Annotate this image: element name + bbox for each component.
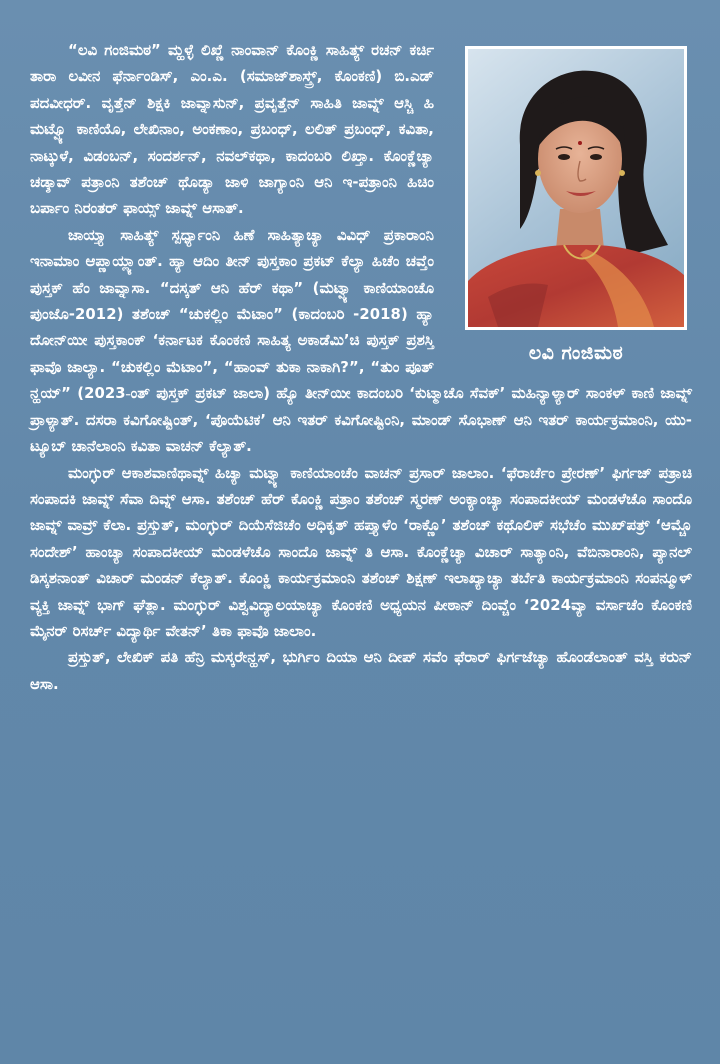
bio-paragraph-intro: “ಲವಿ ಗಂಜಿಮಠ” ಮ್ಹಳ್ಳೆ ಲಿಖ್ಣೆ ನಾಂವಾನ್ ಕೊಂಕ್ಣಿ ಸಾಹಿತ್ಯ್ ರಚನ್ ಕರ್ಚಿ ತಾರಾ ಲವೀನ ಫೆರ್ನಾಂಡಿಸ್, ಎಂ.ಎ. (ಸಮಾಜ್‌ಶಾಸ್ತ್ರ್, ಕೊಂಕಣಿ) ಬಿ.ಎಡ್ ಪದವೀಧರ್. ವೃತ್ತೆನ್ ಶಿಕ್ಷಕಿ ಜಾವ್ನಾಸುನ್, ಪ್ರವೃತ್ತೆನ್ ಸಾಹಿತಿ ಜಾವ್ನ್ ಆಸ್ಚಿ ಹಿ ಮಟ್ವ್ಯೊ ಕಾಣಿಯೊ, ಲೇಖಿನಾಂ, ಅಂಕಣಾಂ, ಪ್ರಬಂಧ್, ಲಲಿತ್ ಪ್ರಬಂಧ್, ಕವಿತಾ, ನಾಟ್ಕುಳೆ, ವಿಡಂಬನ್, ಸಂದರ್ಶನ್, ನವಲ್‌ಕಥಾ, ಕಾದಂಬರಿ ಲಿಖ್ತಾ. ಕೊಂಕ್ಣೆಚ್ಯಾ ಚಡ್ಶಾವ್ ಪತ್ರಾಂನಿ ತಶೆಂಚ್ ಥೊಡ್ಯಾ ಜಾಳಿ ಜಾಗ್ಯಾಂನಿ ಆನಿ ಇ-ಪತ್ರಾಂನಿ ಹಿಚಿಂ ಬರ್ಪಾಂ ನಿರಂತರ್ ಫಾಯ್ಸ್ ಜಾವ್ನ್ ಆಸಾತ್. (30, 42, 434, 218)
author-name-caption: ಲವಿ ಗಂಜಿಮಠ (528, 342, 624, 364)
author-biography (30, 38, 692, 698)
bio-paragraph-editorial: ಮಂಗ್ಳುರ್ ಆಕಾಶವಾಣಿಥಾವ್ನ್ ಹಿಚ್ಯಾ ಮಟ್ವ್ಯಾ ಕಾಣಿಯಾಂಚೆಂ ವಾಚನ್ ಪ್ರಸಾರ್ ಜಾಲಾಂ. ‘ಫೆರಾರ್ಚೆಂ ಪ್ರೇರಣ್’ ಫಿರ್ಗಜ್ ಪತ್ರಾಚಿ ಸಂಪಾದಕಿ ಜಾವ್ನ್ ಸೆವಾ ದಿವ್ನ್ ಆಸಾ. ತಶೆಂಚ್ ಹೆರ್ ಕೊಂಕ್ಣಿ ಪತ್ರಾಂ ತಶೆಂಚ್ ಸ್ಮರಣ್ ಅಂಕ್ಯಾಂಚ್ಯಾ ಸಂಪಾದಕೀಯ್ ಮಂಡಳೆಚೊ ಸಾಂದೊ ಜಾವ್ನ್ ವಾವ್ರ್ ಕೆಲಾ. ಪ್ರಸ್ತುತ್, ಮಂಗ್ಳುರ್ ದಿಯೆಸೆಜಿಚೆಂ ಅಧಿಕೃತ್ ಹಪ್ತ್ಯಾಳೆಂ ‘ರಾಕ್ಣೊ’ ತಶೆಂಚ್ ಕಥೊಲಿಕ್ ಸಭೆಚೆಂ ಮುಖ್‌ಪತ್ರ್ ‘ಆಮ್ಚೊ ಸಂದೇಶ್’ ಹಾಂಚ್ಯಾ ಸಂಪಾದಕೀಯ್ ಮಂಡಳೆಚೊ ಸಾಂದೊ ಜಾವ್ನ್ ತಿ ಆಸಾ. ಕೊಂಕ್ಣೆಚ್ಯಾ ವಿಚಾರ್ ಸಾತ್ಯಾಂನಿ, ವೆಬಿನಾರಾಂನಿ, ಪ್ಯಾನಲ್ ಡಿಸ್ಕಶನಾಂತ್ ವಿಚಾರ್ ಮಂಡನ್ ಕೆಲ್ಯಾತ್. ಕೊಂಕ್ಣಿ ಕಾರ್ಯಕ್ರಮಾಂನಿ ತಶೆಂಚ್ ಶಿಕ್ಷಣ್ ಇಲಾಖ್ಯಾಚ್ಯಾ ತರ್ಬೆತಿ ಕಾರ್ಯಕ್ರಮಾಂನಿ ಸಂಪನ್ಮೂಳ್ ವ್ಯಕ್ತಿ ಜಾವ್ನ್ ಭಾಗ್ ಘೆತ್ಲಾ. ಮಂಗ್ಳುರ್ ವಿಶ್ವವಿದ್ಯಾಲಯಾಚ್ಯಾ ಕೊಂಕಣಿ ಅಧ್ಯಯನ ಪೀಠಾನ್ ದಿಂವ್ಚೆಂ ‘2024ವ್ಯಾ ವರ್ಸಾಚೆಂ ಕೊಂಕಣಿ ಮೈನರ್ ರಿಸರ್ಚ್ ವಿದ್ಯಾರ್ಥಿ ವೇತನ್’ ತಿಕಾ ಫಾವೊ ಜಾಲಾಂ. (30, 464, 692, 640)
author-photo (465, 46, 687, 330)
bio-paragraph-awards: ಜಾಯ್ತ್ಯಾ ಸಾಹಿತ್ಯ್ ಸ್ಪರ್ಧ್ಯಾಂನಿ ಹಿಣೆ ಸಾಹಿತ್ಯಾಚ್ಯಾ ವಿವಿಧ್ ಪ್ರಕಾರಾಂನಿ ಇನಾಮಾಂ ಆಪ್ಣಾಯ್ಲ್ಯಾಂತ್. ಹ್ಯಾ ಆದಿಂ ತೀನ್ ಪುಸ್ತಕಾಂ ಪ್ರಕಟ್ ಕೆಲ್ಯಾ ಹಿಚೆಂ ಚವ್ತೆಂ ಪುಸ್ತಕ್ ಹೆಂ ಜಾವ್ನಾಸಾ. “ದಸ್ಕತ್ ಆನಿ ಹೆರ್ ಕಥಾ” (ಮಟ್ವ್ಯಾ ಕಾಣಿಯಾಂಚೊ ಪುಂಜೊ-2012) ತಶೆಂಚ್ “ಚುಕಲ್ಲಿಂ ಮೆಟಾಂ” (ಕಾದಂಬರಿ -2018) ಹ್ಯಾ ದೋನ್‌ಯೀ ಪುಸ್ತಕಾಂಕ್ ‘ಕರ್ನಾಟಕ ಕೊಂಕಣಿ ಸಾಹಿತ್ಯ ಅಕಾಡೆಮಿ’ಚಿ ಪುಸ್ತಕ್ ಪ್ರಶಸ್ತಿ ಫಾವೊ ಜಾಲ್ಯಾ. “ಚುಕಲ್ಲಿಂ ಮೆಟಾಂ”, “ಹಾಂವ್ ತುಕಾ ನಾಕಾಗಿ?”, “ತುಂ ಪೂತ್ ನ್ಹಯ್” (2023-ಂತ್ ಪುಸ್ತಕ್ ಪ್ರಕಟ್ ಜಾಲಾ) ಹ್ಯೊ ತೀನ್‌ಯೀ ಕಾದಂಬರಿ ‘ಕುಟ್ಮಾಚೊ ಸೆವಕ್’ ಮಹಿನ್ಯಾಳ್ಯಾರ್ ಸಾಂಕಳ್ ಕಾಣಿ ಜಾವ್ನ್ ಪ್ರಾಳ್ಯಾತ್. ದಸರಾ ಕವಿಗೋಷ್ಟಿಂತ್, ‘ಪೊಯೆಟಿಕ’ ಆನಿ ಇತರ್ ಕವಿಗೋಷ್ಟಿಂನಿ, ಮಾಂಡ್ ಸೊಭಾಣ್ ಆನಿ ಇತರ್ ಕಾರ್ಯಕ್ರಮಾಂನಿ, ಯು-ಟ್ಯೂಬ್ ಚಾನೆಲಾಂನಿ ಕವಿತಾ ವಾಚನ್ ಕೆಲ್ಯಾತ್. (30, 226, 692, 456)
author-portrait-block (460, 46, 692, 366)
bio-paragraph-family: ಪ್ರಸ್ತುತ್, ಲೇಖಿಕ್ ಪತಿ ಹೆನ್ರಿ ಮಸ್ಕರೇನ್ಹಸ್, ಭುರ್ಗಿಂ ದಿಯಾ ಆನಿ ದೀಪ್ ಸವೆಂ ಫೆರಾರ್ ಫಿರ್ಗಜೆಚ್ಯಾ ಹೊಂಡೆಲಾಂತ್ ವಸ್ತಿ ಕರುನ್ ಆಸಾ. (30, 649, 692, 693)
portrait-illustration (468, 49, 684, 327)
